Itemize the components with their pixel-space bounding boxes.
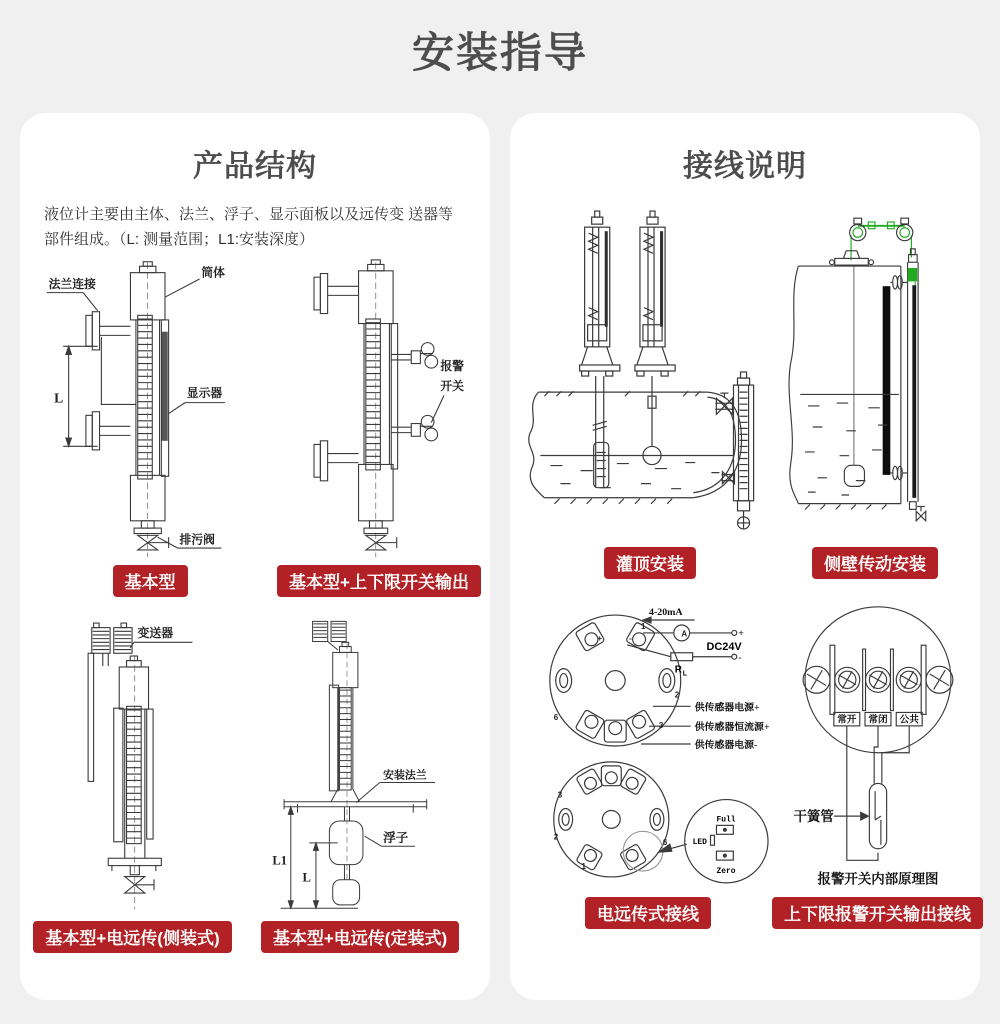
label-flange-connection: 法兰连接 [48,276,96,291]
resistor-sub: L [682,670,687,678]
head2-number-6: 6 [662,838,668,848]
head2-number-3: 3 [557,790,563,800]
led-zero-label: Zero [716,866,736,876]
label-dim-l1: L1 [272,853,288,868]
led-label: LED [692,838,707,848]
head1-pads [553,622,675,742]
left-diagram-row-1 [20,259,490,597]
terminal-number-1: 1 [641,621,646,631]
terminal-number-2: 2 [674,690,680,700]
badge-alarm-wiring: 上下限报警开关输出接线 [772,897,983,929]
diagram-remote-top [240,613,480,953]
label-display: 显示器 [186,385,223,400]
remote-top-drawing [240,613,480,915]
label-sensor-power-plus: 供传感器电源+ [694,702,760,714]
label-mounting-flange: 安装法兰 [383,768,427,781]
label-normally-open: 常开 [836,714,856,726]
tank-top-lines [529,211,754,529]
left-panel-title: 产品结构 [193,150,317,183]
label-sensor-power-minus: 供传感器电源- [694,739,758,751]
switch-gauge-drawing [270,259,488,559]
label-dc24v: DC24V [706,640,742,653]
page-title: 安装指导 [411,29,588,76]
resistor-label: R [674,664,682,676]
basic-gauge-drawing [30,259,270,559]
remote-side-lines [88,623,192,909]
side-wall-drawing [784,199,966,541]
remote-side-drawing [30,613,235,915]
label-normally-closed: 常闭 [867,714,888,726]
head2-pads [559,766,664,871]
left-diagram-row-2 [20,613,490,953]
terminal-minus: - [738,652,742,664]
terminal-number-3: 3 [658,721,664,731]
badge-remote-top: 基本型+电远传(定装式) [261,921,459,953]
label-sensor-current-plus: 供传感器恒流源+ [694,722,770,734]
label-transmitter: 变送器 [137,625,174,640]
basic-gauge-lines [47,261,225,556]
badge-switch-output: 基本型+上下限开关输出 [277,565,481,597]
badge-remote-wiring: 电远传式接线 [585,897,711,929]
diagram-switch-output [270,259,488,597]
pad-plus: + [597,633,603,643]
label-reed-switch: 干簧管 [793,808,834,824]
label-float: 浮子 [383,830,409,845]
label-drain-valve: 排污阀 [179,532,215,547]
label-alarm-line2: 开关 [440,378,464,393]
led-full-label: Full [716,815,736,825]
head2-number-1: 1 [581,862,586,872]
badge-remote-side: 基本型+电远传(侧装式) [33,921,231,953]
label-current-range: 4-20mA [648,607,683,619]
terminal-plus: + [738,627,744,639]
alarm-schematic-caption: 报警开关内部原理图 [817,871,938,887]
product-structure-panel [20,113,490,1000]
left-panel-description: 液位计主要由主体、法兰、浮子、显示面板以及远传变 送器等部件组成。（L: 测量范围；L1:安装深度） [44,206,454,248]
switch-gauge-lines [314,259,444,556]
head2-number-2: 2 [553,832,559,842]
badge-tank-top-install: 灌顶安装 [604,547,696,579]
diagram-remote-side [30,613,235,953]
right-panel-title: 接线说明 [683,150,807,183]
diagram-side-wall-install [784,199,966,579]
diagram-alarm-schematic [772,603,983,929]
alarm-schematic-drawing [779,603,977,891]
badge-side-wall-install: 侧壁传动安装 [812,547,938,579]
diagram-tank-top-install [524,199,776,579]
right-diagram-row-2 [510,603,980,929]
transmitter-wiring-drawing [524,603,772,891]
ammeter-symbol: A [681,629,688,639]
label-dim-l2: L [302,869,311,884]
label-common: 公共 [899,714,919,726]
terminal-number-6: 6 [553,713,559,723]
diagram-transmitter-wiring [524,603,772,929]
pad-minus: - [629,633,632,643]
side-wall-lines [789,218,926,521]
label-alarm-line1: 报警 [440,358,464,373]
wiring-panel [510,113,980,1000]
remote-top-lines [281,621,435,908]
diagram-basic-type [30,259,270,597]
screw-terminals [803,666,953,693]
label-cylinder-body: 筒体 [201,264,225,279]
tank-top-drawing [524,199,776,541]
badge-basic-type: 基本型 [113,565,188,597]
right-diagram-row-1 [510,199,980,579]
label-dim-l: L [54,390,64,406]
